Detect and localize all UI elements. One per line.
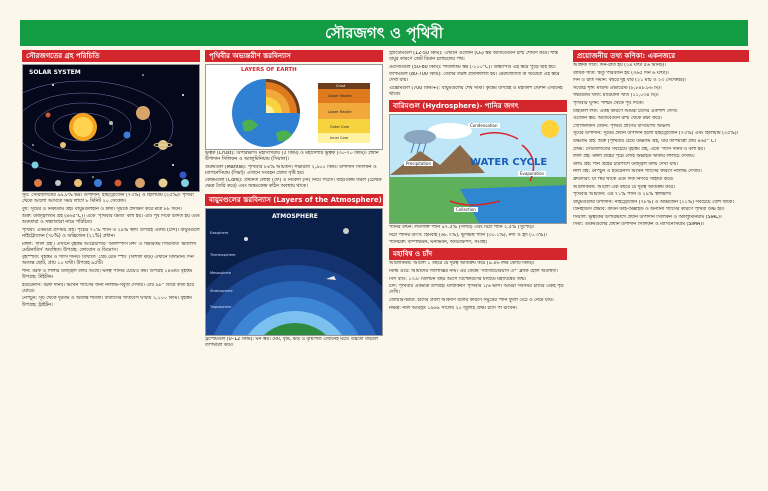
section-heading-atmosphere: বায়ুমণ্ডলের স্তরবিন্যাস (Layers of the Atmosphere) (205, 194, 383, 206)
fact-item: দিন ও রাত সমান: বছরে দুই বার (২১ মার্চ ও ২৩ সেপ্টেম্বর)। (573, 78, 687, 84)
para-crust: ভূত্বক (Crust): উপরিভাগ। মহাসাগরীয় (৫ কিমি) ও মহাদেশীয় ভূত্বক (৩০-৭০ কিমি)। প্রধান উপাদান সিলিকন ও অ্যালুমিনিয়াম (সিয়াল)। (205, 151, 379, 163)
para-mantle: গুরুমণ্ডল (Mantle): পৃথিবীর ৮৪% আয়তন। গভীরতা ২,৯০০ কিমি। উপাদান সিলিকন ও ম্যাগনেসিয়াম (সিমা)। এখানে সংবহন স্রোত সৃষ্টি হয়। (205, 164, 377, 176)
fact-item: প্রথম: সৌরজগতের সবচেয়ে বৃহত্তম গ্রহ, একে 'গ্যাস দানব'ও বলা হয়। (573, 146, 705, 152)
atmo-label-mesosphere: Mesosphere (210, 270, 232, 275)
solar-system-image (22, 64, 200, 192)
fact-item: গোল্ডিলকস জোন: পৃথিবী প্রাণের বাসযোগ্য অঞ্চল। (573, 123, 671, 129)
column-hydrosphere (389, 50, 567, 482)
para-freshwater-sources: মিঠা পানির উৎস: হিমবাহ (৬৮.৭%), ভূগর্ভস্থ পানি (৩০.১%), নদী ও হ্রদ (০.৩%)। (389, 232, 547, 238)
fact-item: লাল গ্রহ: মঙ্গল গ্রহের পৃষ্ঠে লৌহ অক্সাইড থাকায় লালচে দেখায়। (573, 154, 695, 160)
para-water-distribution: পানির বন্টন: লবণাক্ত পানি ৯৭.৫% (সাগর) এবং মিঠা পানি ২.৫% (সুপেয়)। (389, 225, 535, 231)
atmo-label-troposphere: Troposphere (210, 304, 232, 309)
earth-layers-image (205, 64, 383, 150)
fact-item: আলোকবর্ষ: আলো এক বছরে যে দূরত্ব অতিক্রম করে। (573, 184, 675, 190)
section-heading-hydrosphere: বারিমণ্ডল (Hydrosphere)- পানির জগৎ (389, 100, 567, 112)
fact-item: পৃথিবীর ঘূর্ণন: পশ্চিম থেকে পূর্ব দিকে। (573, 100, 644, 106)
para-big-bang: বিগ ব্যাং: ১৩.৮ বিলিয়ন বছর আগে বিস্ফোরণের মাধ্যমে মহাবিশ্বের জন্ম। (389, 276, 527, 282)
atmo-label-exosphere: Exosphere (210, 230, 229, 235)
para-stratosphere: স্ট্র্যাটোমণ্ডল (12-50 কিমি): এখানে ওজোন (O₃) স্তর অতিবেগুনি রশ্মি শোষণ করে। শান্ত বায়ুর কারণে জেট বিমান চলাচলের পথ। (389, 51, 558, 63)
para-troposphere: ট্রপোমণ্ডল (0–12 কিমি): ঘন স্তর। মেঘ, বৃষ্টি, ঝড় ও বৃষ্টিপাত এখানেই ঘটে। উচ্চতা বাড়লে তাপমাত্রা কমে। (205, 336, 378, 348)
fact-item: বলয় গ্রহ: শনি গ্রহের চারপাশে উজ্জ্বল বলয় দেখা যায়। (573, 161, 679, 167)
column-quick-facts (573, 50, 749, 482)
para-core: কেন্দ্রমণ্ডল (Core): প্রধানত লোহা (ফে) ও নিকেল (নি) নিয়ে গঠিত। বহিঃকেন্দ্র তরল (চৌম্বক ক্ষেত্র তৈরি করে) এবং অন্তঃকেন্দ্র কঠিন অবস্থায় থাকে। (205, 178, 382, 190)
para-mars: মঙ্গল: 'লাল গ্রহ'। এখানে বৃহত্তম আগ্নেয়গিরি 'অলিম্পাস মন্স' ও গভীরতম গিরিখাত 'ভ্যালিস মেরিনারিস' অবস্থিত। উপগ্রহ: ফোবোস ও ডিমোস। (22, 241, 197, 253)
para-jupiter: বৃহস্পতি: বৃহত্তম ও গ্যাস দানব। বিখ্যাত 'গ্রেট রেড স্পট' (বিশাল ঝড়) এখানে বিদ্যমান। দিন অত্যন্ত ছোট, প্রায় ১০ ঘণ্টা। উপগ্রহ ৯৫টি। (22, 255, 194, 267)
fact-item: গ্রিনহাউস প্রভাব: কার্বন ডাই-অক্সাইড ও অন্যান্য গ্যাসের কারণে পৃথিবী উষ্ণ হয়। (573, 207, 725, 213)
label-condensation: Condensation (470, 123, 498, 129)
para-milky-way: মিল্কি ওয়ে: আমাদের গ্যালাক্সির নাম। এর কেন্দ্রে 'স্যাজিটেরিয়াস এ*' ব্ল্যাক হোল অবস্থিত। (389, 269, 558, 275)
para-mesosphere: মেসোমণ্ডল (50-80 কিমি): শীতলতম স্তর (-১০০°C)। উল্কাপিণ্ড এই স্তরে পুড়ে ছাই হয়। (389, 64, 556, 70)
fact-item: সিমা: গুরুমণ্ডলের প্রধান উপাদান সিলিকন ও ম্যাগনেসিয়াম (SIMA)। (573, 222, 704, 228)
fact-item: টাইডাল লক: একই কারণে আমরা চাঁদের একপাশ দেখি। (573, 108, 678, 114)
fact-item: সর্বোচ্চ শৃঙ্গ: মাউন্ট এভারেস্ট (৮,৮৪৮.৮৬ মি)। (573, 85, 662, 91)
earth-layers-label: LAYERS OF EARTH (241, 67, 297, 73)
water-cycle-title: WATER CYCLE (470, 157, 548, 169)
fact-item: পৃথিবীর আয়তন: এর ৭১% পানি ও ২৯% স্থলভাগ। (573, 192, 672, 198)
label-collection: Collection (456, 207, 476, 213)
para-moon: চাঁদ: পৃথিবীর একমাত্র উপগ্রহ। মাধ্যাকর্ষণ পৃথিবীর ১/৬ ভাগ। আমরা সবসময় চাঁদের একই পৃষ্ঠ দেখি। (389, 284, 564, 296)
para-neptune: নেপচুন: সূর্য থেকে দূরতম ও অত্যন্ত শীতল। বাতাসের গতিবেগ ঘণ্টায় ২,১০০ কিমি। বৃহত্তম উপগ্রহ: ট্রাইটন। (22, 296, 192, 308)
fact-item: বায়ুমণ্ডলের উপাদান: নাইট্রোজেন (৭৮%) ও অক্সিজেন (২১%) সবচেয়ে বেশি থাকে। (573, 199, 734, 205)
para-tides: জোয়ার-ভাটা: চাঁদের প্রবল আকর্ষণ বলের কারণে সমুদ্রের পানি ফুলে ওঠে ও নেমে যায়। (389, 297, 554, 303)
atmosphere-image-label: ATMOSPHERE (272, 212, 318, 220)
layer-label-outer-core: Outer Core (330, 125, 350, 129)
solar-system-image-label: SOLAR SYSTEM (29, 69, 81, 76)
layer-label-upper-mantle: Upper Mantle (328, 94, 352, 98)
page-title: সৌরজগৎ ও পৃথিবী (20, 20, 748, 46)
para-exosphere: এক্সোমণ্ডল (700 কিমি+): বায়ুমণ্ডলের শেষ সীমা। কৃত্রিম উপগ্রহ ও মহাকাশ স্টেশন এখানেই থাকে। (389, 85, 563, 98)
para-water-cycle: পানিচক্র: বাষ্পীভবন, ঘনীভবন, অধঃক্ষেপণ, সংগ্রহ। (389, 240, 488, 246)
water-cycle-image (389, 114, 567, 224)
para-uranus: ইউরেনাস: বরফ দানব। মিথেন গ্যাসের জন্য নীলাভ-সবুজ দেখায়। এটি ৯৮° ডিগ্রি কাত হয়ে ঘোরে। (22, 282, 195, 294)
fact-item: বার্ষিক গতি: ঋতু পরিবর্তন হয় (৩৬৫ দিন ৬ ঘণ্টা)। (573, 70, 669, 76)
para-earth: পৃথিবী: একমাত্র প্রাণময় গ্রহ। পৃষ্ঠের ৭১% পানি ও ২৯% স্থল। উপগ্রহ একটি (চাঁদ)। বায়ুমণ্ডলে নাইট্রোজেন (৭৮%) ও অক্সিজেন (২১%) প্রধান। (22, 227, 200, 240)
atmo-label-stratosphere: Stratosphere (210, 288, 233, 293)
fact-item: আহ্নিক গতি: দিন-রাত হয় (২৪ ঘণ্টা ৫৬ মিনিট)। (573, 63, 666, 68)
para-moon-landing: নক্ষত্র: নীল আর্মস্ট্রং ১৯৬৯ সালের ২০ জুলাই প্রথম চাঁদে পা রাখেন। (389, 305, 518, 311)
label-evaporation: Evaporation (520, 171, 545, 177)
fact-item: সূর্যের উপাদান: সূর্যের প্রধান উপাদান হলো হাইড্রোজেন (৭৩%) এবং হিলিয়াম (২৫%)। (573, 131, 739, 137)
para-light-year: আলোকবর্ষ: আলো ১ বছরে যে দূরত্ব অতিক্রম করে (৯.৪৬ লক্ষ কোটি কিমি)। (389, 261, 535, 267)
section-heading-universe: মহাবিশ্ব ও চাঁদ (389, 248, 567, 260)
para-saturn: শনি: বরফ ও শিলার উজ্জ্বল বলয় আছে। ঘনত্ব পানির চেয়েও কম। উপগ্রহ ১৪৬টি। বৃহত্তম উপগ্রহ: টাইটান। (22, 269, 193, 281)
para-venus: শুক্র: উজ্জ্বলতম গ্রহ (৪৬৫°C)। একে 'পৃথিবীর যমজ' বলা হয়। এটি পূর্ব দিকে উদিত হয় এবং শুকতারা ও সন্ধ্যাতারা নামে পরিচিত। (22, 214, 200, 226)
atmo-label-thermosphere: Thermosphere (210, 252, 236, 257)
para-mercury: বুধ: সূর্যের ও নিকটতম গ্রহ। বায়ুমণ্ডলহীন ও দ্রুত। সূর্যকে প্রদক্ষিণ করে মাত্র ৮৮ দিনে। (22, 206, 182, 212)
fact-item: সিয়াল: ভূত্বকের উপরিভাগে প্রধান উপাদান সিলিকন ও অ্যালুমিনিয়াম (SIAL)। (573, 214, 722, 220)
fact-item: গভীরতম খাত: মারিয়ানা খাত (১১,০৩৪ মি)। (573, 93, 659, 99)
fact-item: নীল গ্রহ: নেপচুন ও ইউরেনাস মিথেন গ্যাসের কারণে নীলাভ দেখায়। (573, 169, 702, 175)
fact-item: ওজোন স্তর: অতিবেগুনি রশ্মি থেকে রক্ষা করে। (573, 116, 662, 122)
column-solar-system (22, 50, 200, 482)
para-sun: সূর্য: সৌরজগতের ৯৯.৮% ভর। উপাদান: হাইড্রোজেন (৭৩%) ও হিলিয়াম (২৫%)। পৃথিবী থেকে আলো আসতে সময় লাগে ৮ মিনিট ২০ সেকেন্ড। (22, 193, 194, 205)
column-earth-layers (205, 50, 383, 482)
section-heading-earth-interior: পৃথিবীর অভ্যন্তরীণ স্তরবিন্যাস (205, 50, 383, 62)
fact-item: ধ্রুবতারা: যা স্থির থাকে এবং দিক নির্ণয়ে সাহায্য করে। (573, 176, 674, 182)
fact-item: উষ্ণতম গ্রহ: শুক্র (পৃথিবীর চেয়ে উষ্ণতম গ্রহ, যার তাপমাত্রা প্রায় ৪৬৫° C। (573, 138, 716, 144)
atmosphere-image (205, 208, 383, 336)
section-heading-planets: সৌরজগতের গ্রহ পরিচিতি (22, 50, 200, 62)
layer-label-crust: Crust (336, 84, 346, 88)
section-heading-quick-facts: প্রয়োজনীয় তথ্য কণিকা: একনজরে (573, 50, 749, 62)
layer-label-inner-core: Inner Core (330, 136, 349, 140)
para-thermosphere: তাপমণ্ডল (80-700 কিমি): বেতার তরঙ্গ প্রতিফলিত হয়। মেরুজ্যোতি বা অরোরা এই স্তরে দেখা যায়। (389, 72, 560, 84)
label-precipitation: Precipitation (406, 161, 432, 167)
quick-facts-list (573, 63, 749, 229)
layer-label-lower-mantle: Lower Mantle (328, 110, 352, 114)
planet-paragraphs (22, 193, 200, 309)
